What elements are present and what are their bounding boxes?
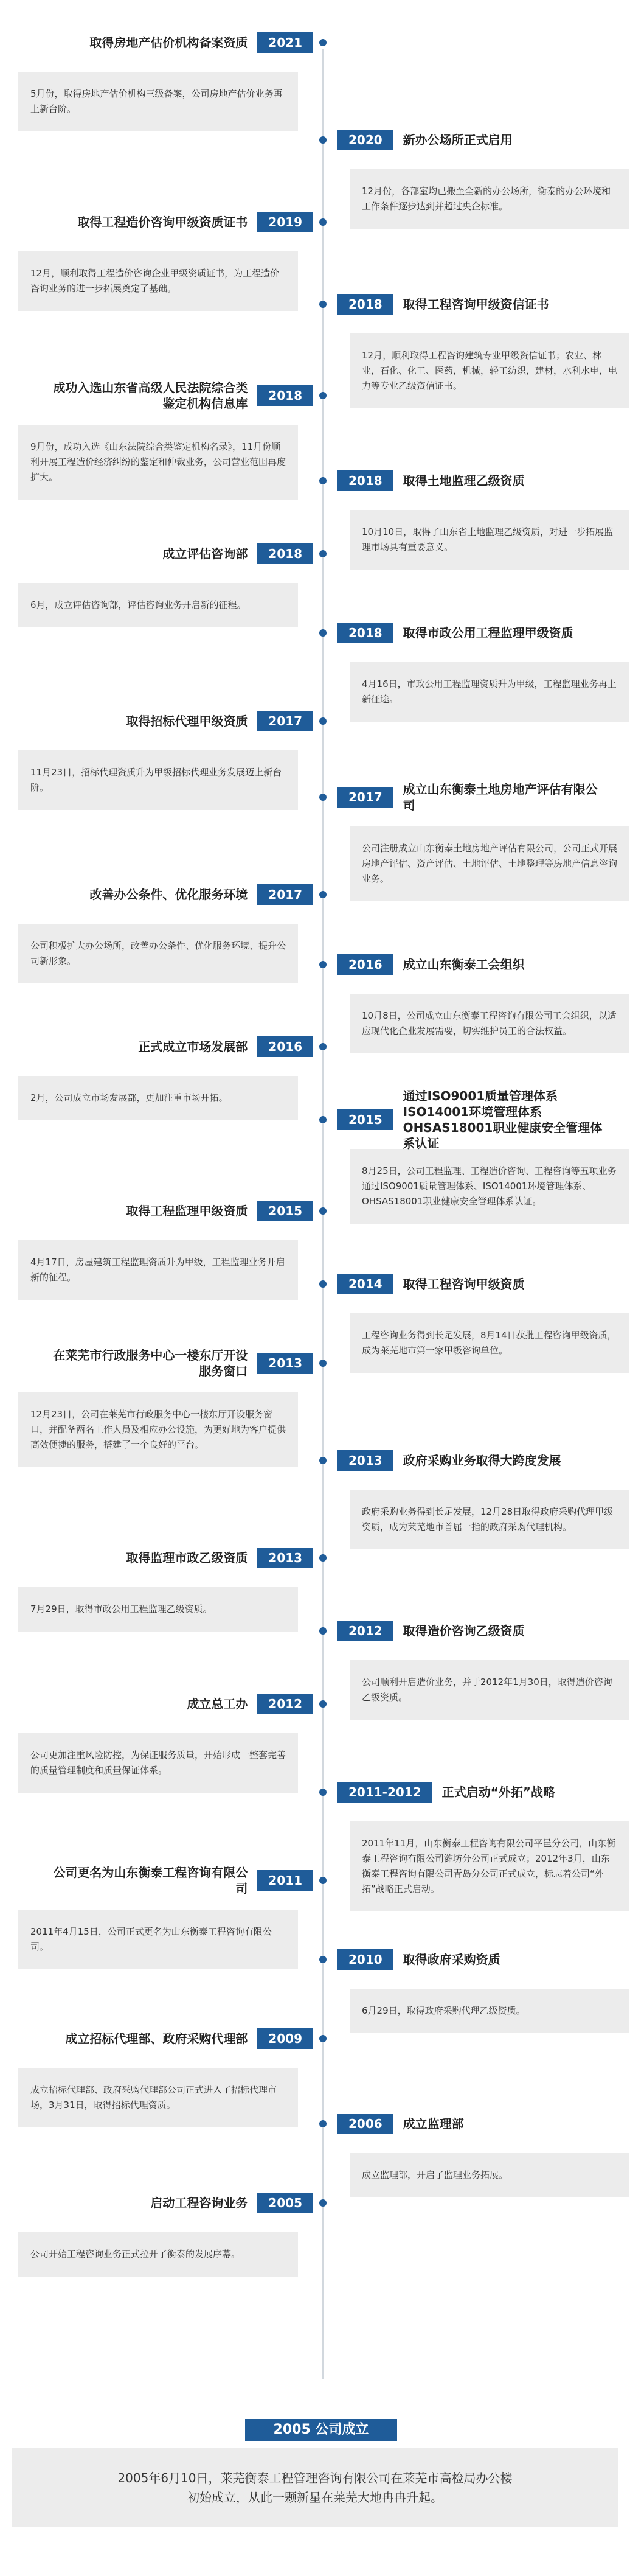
entry-header [12,1862,313,1899]
year-badge: 2009 [257,2028,313,2049]
entry-description: 工程咨询业务得到长足发展，8月14日获批工程咨询甲级资质，成为莱芜地市第一家甲级咨询单位。 [350,1313,629,1373]
year-badge: 2018 [257,543,313,564]
entry-description: 公司积极扩大办公场所，改善办公条件、优化服务环境、提升公司新形象。 [18,924,298,983]
entry-title: 正式成立市场发展部 [138,1039,248,1054]
entry-description: 9月份，成功入选《山东法院综合类鉴定机构名录》，11月份顺利开展工程造价经济纠纷的鉴定和仲裁业务，公司营业范围再度扩大。 [18,425,298,500]
entry-header [12,536,313,572]
year-badge: 2020 [338,130,393,150]
entry-header [12,2185,313,2221]
entry-title: 成立山东衡泰土地房地产评估有限公司 [403,782,598,812]
entry-title: 成立招标代理部、政府采购代理部 [65,2031,248,2046]
entry-header [338,2106,630,2142]
timeline-dot [319,891,327,898]
timeline-dot [319,1956,327,1963]
entry-title: 取得政府采购资质 [403,1952,500,1967]
timeline-entry [12,703,313,810]
timeline-entry [12,2020,313,2127]
timeline-dot [319,477,327,484]
year-badge: 2018 [257,385,313,406]
timeline-entry [12,2185,313,2277]
entry-header [338,615,630,651]
timeline-dot [319,629,327,637]
entry-description: 12月份，各部室均已搬至全新的办公场所，衡泰的办公环境和工作条件逐步达到并超过央企标准。 [350,169,629,229]
entry-description: 12月，顺利取得工程造价咨询企业甲级资质证书，为工程造价咨询业务的进一步拓展奠定了基础。 [18,251,298,311]
year-badge: 2006 [338,2114,393,2134]
entry-title: 取得土地监理乙级资质 [403,473,525,488]
timeline-dot [319,1043,327,1050]
entry-title: 取得招标代理甲级资质 [126,714,248,728]
year-badge: 2013 [257,1548,313,1568]
timeline-dot [319,1207,327,1215]
timeline-dot [319,1116,327,1123]
timeline-dot [319,1789,327,1796]
year-badge: 2017 [338,787,393,808]
entry-description: 5月份，取得房地产估价机构三级备案，公司房地产估价业务再上新台阶。 [18,72,298,131]
timeline-entry [338,1266,630,1373]
timeline-entry [12,1028,313,1120]
timeline-entry [338,122,630,229]
entry-header [12,377,313,414]
entry-header [12,1028,313,1065]
entry-description: 7月29日，取得市政公用工程监理乙级资质。 [18,1587,298,1632]
year-badge: 2015 [338,1109,393,1130]
year-badge: 2015 [257,1201,313,1221]
timeline-entry [338,286,630,408]
timeline-entry [338,615,630,722]
entry-description: 6月，成立评估咨询部，评估咨询业务开启新的征程。 [18,583,298,627]
timeline-entry [338,946,630,1053]
entry-title: 改善办公条件、优化服务环境 [89,887,248,902]
entry-header [338,1774,630,1810]
timeline-dot [319,1627,327,1635]
timeline-dot [319,1877,327,1884]
timeline-entry [12,876,313,983]
timeline-entry [12,204,313,311]
entry-description: 4月16日，市政公用工程监理资质升为甲级，工程监理业务再上新征途。 [350,662,629,722]
timeline-entry [12,377,313,500]
entry-description: 11月23日，招标代理资质升为甲级招标代理业务发展迈上新台阶。 [18,750,298,810]
year-badge: 2016 [257,1036,313,1057]
entry-description: 6月29日，取得政府采购代理乙级资质。 [350,1989,629,2033]
year-badge: 2018 [338,470,393,491]
entry-description: 12月，顺利取得工程咨询建筑专业甲级资信证书；农业、林业，石化、化工、医药，机械，轻工纺织，建材，水利水电，电力等专业乙级资信证书。 [350,333,629,408]
entry-title: 取得监理市政乙级资质 [126,1551,248,1565]
entry-header [338,779,630,815]
timeline-dot [319,794,327,801]
entry-header [12,703,313,739]
timeline-dot [319,1554,327,1562]
entry-header [12,2020,313,2057]
entry-title: 取得房地产估价机构备案资质 [89,35,248,50]
year-badge: 2012 [338,1621,393,1641]
year-badge: 2011 [257,1870,313,1891]
entry-title: 取得工程造价咨询甲级资质证书 [77,215,248,229]
entry-title: 正式启动“外拓”战略 [441,1785,555,1799]
timeline-entry [12,1193,313,1300]
entry-title: 取得工程监理甲级资质 [126,1204,248,1218]
timeline-entry [12,536,313,627]
entry-description: 成立招标代理部、政府采购代理部公司正式进入了招标代理市场，3月31日，取得招标代理资质。 [18,2068,298,2127]
entry-description: 公司顺利开启造价业务，并于2012年1月30日，取得造价咨询乙级资质。 [350,1660,629,1720]
entry-description: 公司更加注重风险防控，为保证服务质量，开始形成一整套完善的质量管理制度和质量保证体系。 [18,1733,298,1793]
timeline-entry [12,1686,313,1793]
timeline-entry [338,1089,630,1224]
timeline-entry [338,1613,630,1720]
timeline-dot [319,1360,327,1367]
year-badge: 2017 [257,884,313,905]
entry-description: 4月17日，房屋建筑工程监理资质升为甲级，工程监理业务开启新的征程。 [18,1240,298,1300]
year-badge: 2012 [257,1694,313,1714]
timeline-dot [319,961,327,968]
year-badge: 2018 [338,623,393,643]
entry-description: 公司开始工程咨询业务正式拉开了衡泰的发展序幕。 [18,2232,298,2277]
entry-title: 启动工程咨询业务 [150,2196,248,2210]
year-badge: 2013 [257,1353,313,1374]
year-badge: 2011-2012 [338,1782,432,1803]
entry-header [338,1941,630,1978]
timeline-entry [12,1862,313,1969]
year-badge: 2017 [257,711,313,731]
timeline-dot [319,1280,327,1288]
year-badge: 2005 [257,2193,313,2213]
entry-title: 取得工程咨询甲级资信证书 [403,297,549,312]
entry-header [12,1345,313,1381]
founding-line-2: 初始成立，从此一颗新星在莱芜大地冉冉升起。 [187,2490,443,2505]
year-badge: 2021 [257,32,313,53]
entry-description: 8月25日，公司工程监理、工程造价咨询、工程咨询等五项业务通过ISO9001质量管理体系、ISO14001环境管理体系、OHSAS18001职业健康安全管理体系认证。 [350,1149,629,1224]
timeline-dot [319,2199,327,2207]
entry-description: 2011年11月，山东衡泰工程咨询有限公司平邑分公司，山东衡泰工程咨询有限公司潍坊分公司正式成立；2012年3月，山东衡泰工程咨询有限公司青岛分公司正式成立，标志着公司“外拓”战略正式启动。 [350,1821,629,1911]
entry-description: 2011年4月15日，公司正式更名为山东衡泰工程咨询有限公司。 [18,1910,298,1969]
timeline-entry [338,2106,630,2197]
timeline-dot [319,717,327,725]
founding-badge: 2005 公司成立 [245,2419,397,2441]
timeline-entry [12,24,313,131]
entry-description: 成立监理部，开启了监理业务拓展。 [350,2153,629,2197]
timeline-entry [338,1774,630,1911]
year-badge: 2016 [338,954,393,975]
entry-header [338,1089,630,1151]
entry-title: 取得工程咨询甲级资质 [403,1277,525,1291]
entry-header [338,1442,630,1479]
timeline-entry [338,462,630,570]
entry-header [12,24,313,61]
entry-description: 10月8日，公司成立山东衡泰工程咨询有限公司工会组织，以适应现代化企业发展需要，切实维护员工的合法权益。 [350,994,629,1053]
entry-description: 12月23日，公司在莱芜市行政服务中心一楼东厅开设服务窗口，并配备两名工作人员及相应办公设施，为更好地为客户提供高效便捷的服务，搭建了一个良好的平台。 [18,1392,298,1467]
year-badge: 2019 [257,212,313,232]
founding-line-1: 2005年6月10日，莱芜衡泰工程管理咨询有限公司在莱芜市高检局办公楼 [117,2471,513,2485]
entry-header [12,876,313,913]
entry-header [338,1613,630,1649]
timeline-dot [319,1700,327,1708]
entry-title: 成功入选山东省高级人民法院综合类鉴定机构信息库 [53,380,248,411]
entry-title: 成立总工办 [187,1697,248,1711]
entry-title: 成立山东衡泰工会组织 [403,957,525,972]
timeline-dot [319,392,327,399]
timeline-dot [319,1457,327,1464]
entry-header [338,1266,630,1302]
timeline-dot [319,218,327,226]
timeline-dot [319,136,327,144]
entry-header [338,286,630,323]
entry-header [12,204,313,240]
timeline-entry [12,1345,313,1467]
timeline-entry [338,1941,630,2033]
entry-header [12,1193,313,1229]
timeline-dot [319,550,327,557]
entry-header [338,462,630,499]
year-badge: 2010 [338,1949,393,1970]
year-badge: 2013 [338,1450,393,1471]
founding-description [12,2448,618,2527]
timeline-dot [319,39,327,46]
entry-title: 在莱芜市行政服务中心一楼东厅开设服务窗口 [53,1348,248,1378]
year-badge: 2014 [338,1274,393,1294]
timeline-entry [338,779,630,901]
entry-title: 新办公场所正式启用 [403,133,513,147]
timeline-entry [12,1540,313,1632]
entry-header [12,1686,313,1722]
entry-header [338,946,630,983]
entry-header [338,122,630,158]
timeline-dot [319,301,327,308]
entry-description: 2月，公司成立市场发展部，更加注重市场开拓。 [18,1076,298,1120]
entry-title: 通过ISO9001质量管理体系 ISO14001环境管理体系 OHSAS18001职业健康安全管理体系认证 [403,1089,603,1151]
entry-title: 成立评估咨询部 [162,546,248,561]
entry-title: 成立监理部 [403,2117,464,2131]
entry-title: 公司更名为山东衡泰工程咨询有限公司 [53,1865,248,1896]
entry-header [12,1540,313,1576]
entry-title: 政府采购业务取得大跨度发展 [403,1453,561,1468]
entry-title: 取得造价咨询乙级资质 [403,1624,525,1638]
timeline-dot [319,2035,327,2042]
entry-title: 取得市政公用工程监理甲级资质 [403,626,573,640]
entry-description: 政府采购业务得到长足发展，12月28日取得政府采购代理甲级资质，成为莱芜地市首屈一指的政府采购代理机构。 [350,1490,629,1549]
timeline-entry [338,1442,630,1549]
year-badge: 2018 [338,294,393,315]
timeline-dot [319,2120,327,2127]
entry-description: 10月10日，取得了山东省土地监理乙级资质，对进一步拓展监理市场具有重要意义。 [350,510,629,570]
entry-description: 公司注册成立山东衡泰土地房地产评估有限公司，公司正式开展房地产评估、资产评估、土地评估、土地整理等房地产信息咨询业务。 [350,826,629,901]
